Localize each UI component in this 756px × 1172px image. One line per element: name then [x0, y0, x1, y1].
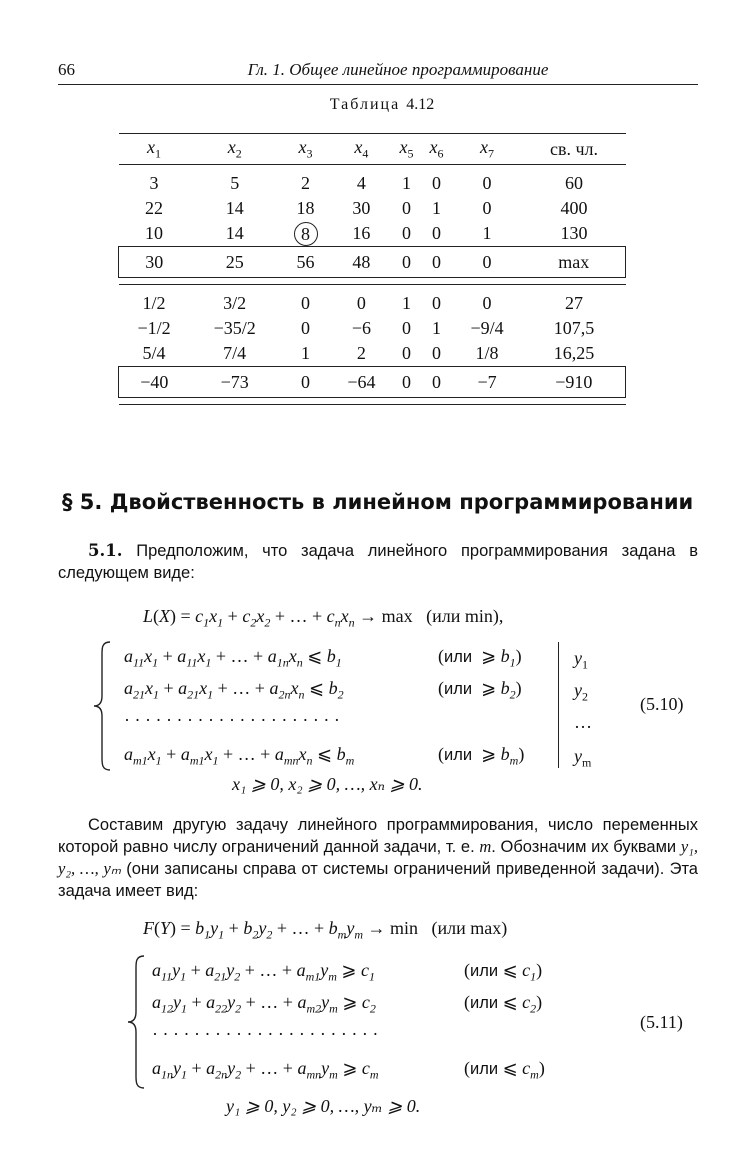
dual-dots: · · · · · · · · · · · · · · · · · · · · · · — [152, 1024, 379, 1044]
table-cell: −1/2 — [137, 318, 171, 338]
table-cell: 7/4 — [223, 343, 247, 363]
primal-dots: · · · · · · · · · · · · · · · · · · · · · — [124, 710, 340, 730]
table-cell: 0 — [432, 223, 442, 243]
dual-constraint-1: $a_{11}y_1 + a_{21}y_2$ + … + $a_{m1}y_m$ ⩾ $c_1$ — [152, 960, 376, 984]
column-header: $x_5$ — [392, 134, 422, 165]
table-caption-word: Таблица — [329, 96, 401, 113]
table-cell: 0 — [432, 343, 442, 363]
table-row — [119, 221, 626, 247]
table-cell: 14 — [225, 198, 244, 218]
dual-alt-2: (или ⩽ $c_2$) — [464, 992, 543, 1016]
table-cell: 3/2 — [223, 293, 247, 313]
primal-nonnegativity: x₁ ⩾ 0, x₂ ⩾ 0, …, xₙ ⩾ 0. — [232, 774, 423, 794]
table-cell: 30 — [352, 198, 371, 218]
table-cell: 0 — [482, 198, 492, 218]
primal-alt-2: (или ⩾ $b_2$) — [438, 678, 522, 702]
objective-row — [119, 247, 626, 278]
min-word: min — [389, 918, 418, 938]
table-cell: −35/2 — [213, 318, 256, 338]
table-cell: 0 — [280, 367, 331, 398]
left-brace-icon — [126, 954, 148, 1090]
table-cell: 0 — [402, 343, 412, 363]
table-cell: 1 — [301, 343, 311, 363]
column-header: $x_3$ — [280, 134, 331, 165]
table-cell: 0 — [452, 247, 523, 278]
table-row — [119, 285, 626, 317]
table-cell: −910 — [523, 367, 626, 398]
primal-alt-1: (или ⩾ $b_1$) — [438, 646, 522, 670]
dual-variable-y2: $y_2$ — [574, 680, 588, 704]
dual-objective-alt: (или max) — [431, 918, 508, 938]
table-cell: 16,25 — [553, 343, 595, 363]
table-cell: −40 — [119, 367, 190, 398]
table-cell: 107,5 — [553, 318, 595, 338]
table-cell: 2 — [356, 343, 366, 363]
inline-math: y₁, y₂, …, yₘ — [58, 837, 698, 878]
table-cell: 0 — [301, 318, 311, 338]
dual-constraints — [126, 954, 716, 1088]
dual-variable-y1: $y_1$ — [574, 648, 588, 672]
dual-nonnegativity: y₁ ⩾ 0, y₂ ⩾ 0, …, yₘ ⩾ 0. — [226, 1096, 421, 1116]
primal-constraints — [92, 640, 712, 770]
table-cell: 27 — [565, 293, 584, 313]
table-cell: 1 — [432, 198, 442, 218]
table-cell: 5 — [230, 173, 240, 193]
table-cell: −7 — [452, 367, 523, 398]
dual-constraint-2: $a_{12}y_1 + a_{22}y_2$ + … + $a_{m2}y_m$ ⩾ $c_2$ — [152, 992, 376, 1016]
left-brace-icon — [92, 640, 114, 772]
table-cell: 5/4 — [142, 343, 166, 363]
pivot-circle: 8 — [294, 222, 318, 246]
table-cell: 4 — [356, 173, 366, 193]
table-caption-number: 4.12 — [406, 96, 435, 113]
primal-constraint-2: $a_{21}x_1 + a_{21}x_1$ + … + $a_{2n}x_n$ ⩽ $b_2$ — [124, 678, 344, 702]
header-rule — [58, 84, 698, 85]
table-cell: 0 — [432, 173, 442, 193]
objective-row — [119, 367, 626, 398]
table-cell: 130 — [560, 223, 588, 243]
dual-objective: $F(Y) = b_1y_1 + b_2y_2$ + … + $b_my_m \to \min$ (или max) — [143, 918, 508, 942]
column-header: $x_1$ — [119, 134, 190, 165]
chapter-title: Гл. 1. Общее линейное программирование — [247, 60, 549, 79]
table-cell: 0 — [402, 223, 412, 243]
primal-alt-m: (или ⩾ $b_m$) — [438, 744, 525, 768]
table-cell: max — [523, 247, 626, 278]
dual-variable-dots: … — [574, 712, 592, 732]
table-cell: 48 — [331, 247, 391, 278]
primal-objective-alt: (или min), — [426, 606, 504, 626]
table-cell: 0 — [402, 318, 412, 338]
column-header: $x_7$ — [452, 134, 523, 165]
table-cell: 22 — [145, 198, 164, 218]
paragraph-dual — [58, 814, 698, 902]
section-title: § 5. Двойственность в линейном программировании — [62, 490, 694, 514]
dual-variable-ym: $y_m$ — [574, 746, 592, 770]
table-divider — [119, 278, 626, 285]
table-row — [119, 316, 626, 341]
paragraph-text: Составим другую задачу линейного программирования, число переменных которой равно числу ограничений данной задачи, т. е. — [58, 816, 698, 856]
table-cell: 10 — [145, 223, 164, 243]
table-cell: 0 — [422, 247, 452, 278]
table-cell: 60 — [565, 173, 584, 193]
table-cell: 0 — [482, 173, 492, 193]
table-cell: 16 — [352, 223, 371, 243]
paragraph-text: Предположим, что задача линейного программирования задана в следующем виде: — [58, 542, 698, 582]
pivot-cell — [280, 221, 331, 247]
primal-objective: $L(X) = c_1x_1 + c_2x_2$ + … + $c_nx_n \to \max$ (или min), — [143, 606, 504, 630]
table-cell: 0 — [392, 367, 422, 398]
table-cell: 0 — [402, 198, 412, 218]
primal-constraint-1: $a_{11}x_1 + a_{11}x_1$ + … + $a_{1n}x_n$ ⩽ $b_1$ — [124, 646, 342, 670]
table-row — [119, 341, 626, 367]
dual-alt-1: (или ⩽ $c_1$) — [464, 960, 543, 984]
table-cell: 56 — [280, 247, 331, 278]
table-cell: 1 — [402, 173, 412, 193]
table-cell: 18 — [296, 198, 315, 218]
dual-constraint-n: $a_{1n}y_1 + a_{2n}y_2$ + … + $a_{mn}y_m$ ⩾ $c_m$ — [152, 1058, 379, 1082]
table-cell: 1/2 — [142, 293, 166, 313]
column-header: $x_2$ — [190, 134, 280, 165]
paragraph-intro — [58, 540, 698, 584]
table-row — [119, 196, 626, 221]
table-cell: 0 — [392, 247, 422, 278]
table-cell: 14 — [225, 223, 244, 243]
page-number: 66 — [58, 60, 75, 79]
table-cell: 1 — [402, 293, 412, 313]
table-caption — [0, 96, 756, 114]
paragraph-text: (они записаны справа от системы ограничений приведенной задачи). Эта задача имеет вид: — [58, 860, 698, 900]
inline-math: m — [479, 837, 492, 856]
table-row — [119, 165, 626, 197]
equation-number-5-10: (5.10) — [640, 694, 684, 714]
table-end-rule — [119, 398, 626, 405]
table-cell: −9/4 — [470, 318, 504, 338]
max-word: max — [381, 606, 413, 626]
dual-variable-bar — [558, 642, 559, 768]
primal-constraint-m: $a_{m1}x_1 + a_{m1}x_1$ + … + $a_{mn}x_n$ ⩽ $b_m$ — [124, 744, 355, 768]
table-cell: 0 — [301, 293, 311, 313]
simplex-table — [118, 133, 626, 405]
table-cell: 0 — [432, 293, 442, 313]
table-cell: 3 — [149, 173, 159, 193]
table-cell: 0 — [356, 293, 366, 313]
paragraph-text: . Обозначим их буквами — [491, 838, 681, 856]
column-header: $x_6$ — [422, 134, 452, 165]
table-cell: 2 — [301, 173, 311, 193]
table-cell: 0 — [482, 293, 492, 313]
table-cell: 1 — [482, 223, 492, 243]
table-cell: 1/8 — [475, 343, 499, 363]
table-cell: 400 — [560, 198, 588, 218]
table-cell: 25 — [190, 247, 280, 278]
column-header: $x_4$ — [331, 134, 391, 165]
table-header-row — [119, 134, 626, 165]
equation-number-5-11: (5.11) — [640, 1012, 683, 1032]
table-cell: 30 — [119, 247, 190, 278]
table-cell: −6 — [351, 318, 371, 338]
column-header-free-term: св. чл. — [523, 134, 626, 165]
dual-alt-n: (или ⩽ $c_m$) — [464, 1058, 545, 1082]
table-cell: −73 — [190, 367, 280, 398]
table-cell: 0 — [422, 367, 452, 398]
paragraph-number: 5.1. — [88, 541, 123, 560]
running-head — [58, 60, 698, 84]
table-cell: 1 — [432, 318, 442, 338]
table-cell: −64 — [331, 367, 391, 398]
